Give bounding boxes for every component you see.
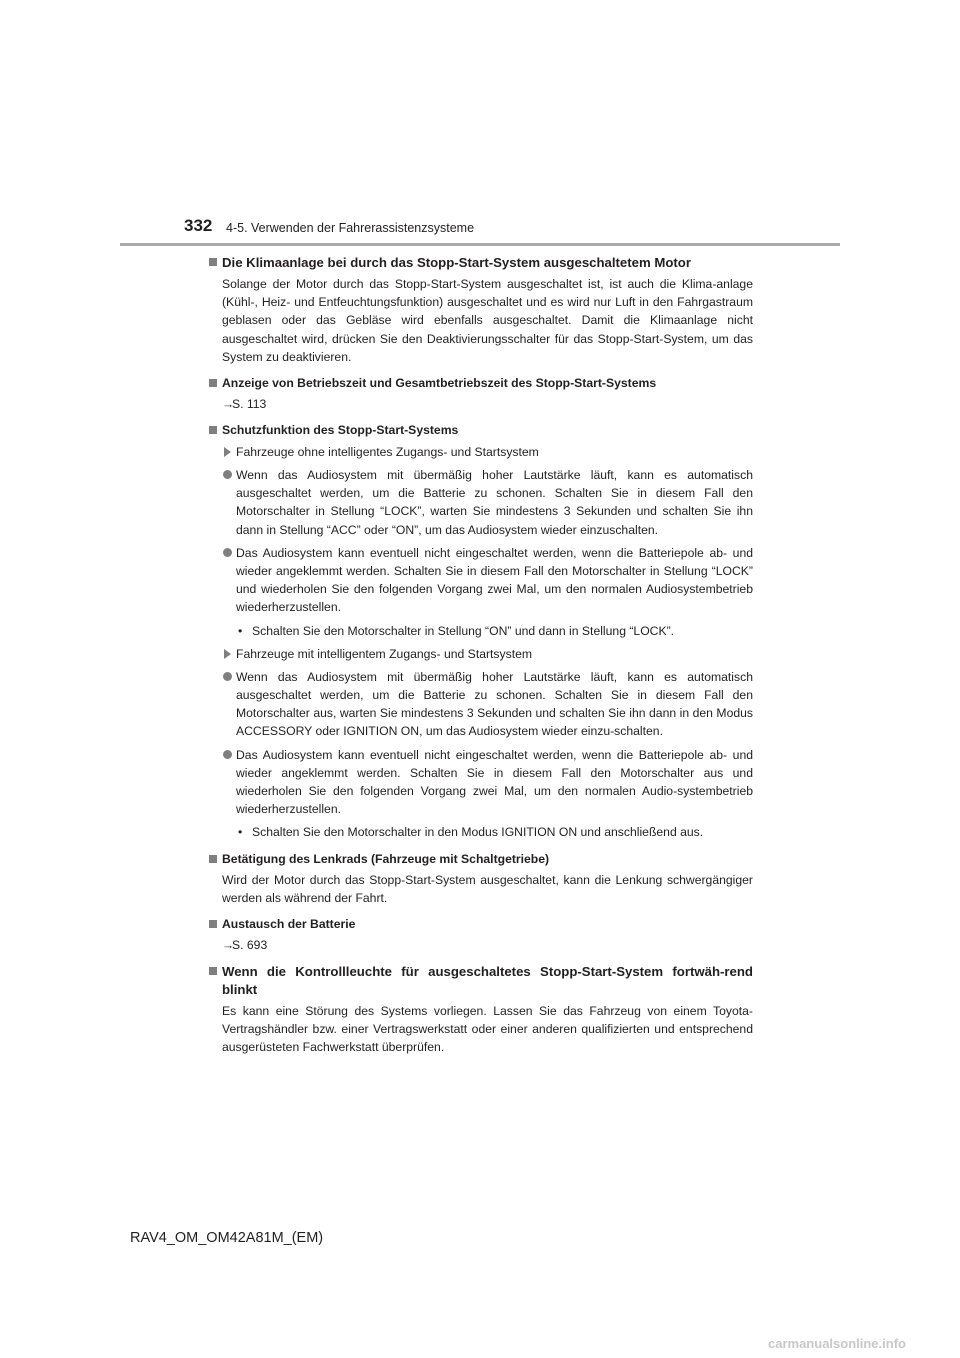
section-text: Solange der Motor durch das Stopp-Start-System ausgeschaltet ist, ist auch die Klima-anlage (Kühl-, Heiz- und Entfeuchtungsfunktion) ausgeschaltet und es wird nur Luft in den Fahrgastraum geblasen oder das Gebläse wird ebenfalls ausgeschaltet. Damit die Klimaanlage nicht ausgeschaltet wird, drücken Sie den Deaktivierungsschalter für das Stopp-Start-System, um das System zu deaktivieren. <box>222 277 753 364</box>
list-item <box>208 466 753 539</box>
step-bullet: • <box>238 825 243 840</box>
section-heading <box>208 422 753 439</box>
round-bullet-icon <box>223 672 232 681</box>
square-bullet-icon <box>209 379 217 387</box>
section-climate <box>208 254 753 366</box>
subheading-without-smart-key <box>208 443 753 461</box>
procedure-step-text: Schalten Sie den Motorschalter in Stellung “ON” und dann in Stellung “LOCK”. <box>252 623 675 638</box>
section-heading <box>208 851 753 868</box>
page-content <box>208 254 753 1066</box>
list-item <box>208 746 753 819</box>
round-bullet-icon <box>223 750 232 759</box>
page-number: 332 <box>184 216 213 235</box>
section-heading-text: Austausch der Batterie <box>222 917 356 932</box>
section-protection <box>208 422 753 842</box>
square-bullet-icon <box>209 920 217 928</box>
watermark: carmanualsonline.info <box>768 1336 906 1351</box>
list-item <box>208 544 753 617</box>
section-battery <box>208 916 753 954</box>
procedure-step-text: Schalten Sie den Motorschalter in den Modus IGNITION ON und anschließend aus. <box>252 825 704 840</box>
page-reference <box>208 936 753 954</box>
list-item <box>208 668 753 741</box>
list-item-text: Wenn das Audiosystem mit übermäßig hoher Lautstärke läuft, kann es automatisch ausgeschaltet werden, um die Batterie zu schonen. Schalten Sie in diesem Fall den Motorschalter in Stellung “LOCK”, warten Sie mindestens 3 Sekunden und schalten Sie ihn dann in Stellung “ACC” oder “ON”, um das Audiosystem wieder einzuschalten. <box>236 468 753 537</box>
section-heading-text: Die Klimaanlage bei durch das Stopp-Start-System ausgeschaltetem Motor <box>222 255 691 270</box>
round-bullet-icon <box>223 548 232 557</box>
subheading-text: Fahrzeuge mit intelligentem Zugangs- und Startsystem <box>236 646 533 661</box>
page-reference-link[interactable]: S. 693 <box>232 938 268 953</box>
section-operating-time <box>208 375 753 413</box>
section-heading <box>208 375 753 392</box>
square-bullet-icon <box>209 258 217 266</box>
section-text: Wird der Motor durch das Stopp-Start-System ausgeschaltet, kann die Lenkung schwergängiger werden als während der Fahrt. <box>222 872 753 905</box>
section-steering <box>208 851 753 907</box>
section-heading <box>208 916 753 933</box>
chapter-title: 4-5. Verwenden der Fahrerassistenzsysteme <box>226 221 475 235</box>
section-heading-text: Wenn die Kontrollleuchte für ausgeschaltetes Stopp-Start-System fortwäh-rend blinkt <box>222 964 753 998</box>
section-heading-text: Betätigung des Lenkrads (Fahrzeuge mit Schaltgetriebe) <box>222 851 550 866</box>
step-bullet: • <box>238 623 243 638</box>
square-bullet-icon <box>209 426 217 434</box>
section-heading <box>208 254 753 272</box>
header-divider <box>120 243 840 246</box>
section-text: Es kann eine Störung des Systems vorliegen. Lassen Sie das Fahrzeug von einem Toyota-Vertragshändler bzw. einer Vertragswerkstatt oder einer anderen qualifizierten und entsprechend ausgerüsteten Fachwerkstatt überprüfen. <box>222 1004 753 1055</box>
section-indicator-blinking <box>208 963 753 1057</box>
list-item-text: Das Audiosystem kann eventuell nicht eingeschaltet werden, wenn die Batteriepole ab- und wieder angeklemmt werden. Schalten Sie in diesem Fall den Motorschalter in Stellung “LOCK” und wiederholen Sie den folgenden Vorgang zwei Mal, um den normalen Audiosystembetrieb wiederherzustellen. <box>236 545 753 615</box>
procedure-step <box>208 622 753 640</box>
triangle-bullet-icon <box>224 447 231 457</box>
square-bullet-icon <box>209 855 217 863</box>
page-reference-link[interactable]: S. 113 <box>232 397 267 412</box>
arrow-right-icon: → <box>222 397 235 412</box>
subheading-text: Fahrzeuge ohne intelligentes Zugangs- und Startsystem <box>236 445 539 460</box>
section-heading <box>208 963 753 999</box>
document-code: RAV4_OM_OM42A81M_(EM) <box>130 1230 324 1246</box>
page-reference <box>208 395 753 413</box>
round-bullet-icon <box>223 470 232 479</box>
subheading-with-smart-key <box>208 645 753 663</box>
list-item-text: Wenn das Audiosystem mit übermäßig hoher Lautstärke läuft, kann es automatisch ausgeschaltet werden, um die Batterie zu schonen. Schalten Sie in diesem Fall den Motorschalter aus, warten Sie mindestens 3 Sekunden und schalten Sie ihn dann in den Modus ACCESSORY oder IGNITION ON, um das Audiosystem wieder einzu-schalten. <box>236 669 753 739</box>
section-heading-text: Schutzfunktion des Stopp-Start-Systems <box>222 423 459 438</box>
triangle-bullet-icon <box>224 649 231 659</box>
list-item-text: Das Audiosystem kann eventuell nicht eingeschaltet werden, wenn die Batteriepole ab- und wieder angeklemmt werden. Schalten Sie in diesem Fall den Motorschalter aus und wiederholen Sie den folgenden Vorgang zwei Mal, um den normalen Audio-systembetrieb wiederherzustellen. <box>236 747 753 817</box>
section-heading-text: Anzeige von Betriebszeit und Gesamtbetriebszeit des Stopp-Start-Systems <box>222 376 657 391</box>
arrow-right-icon: → <box>222 938 235 953</box>
square-bullet-icon <box>209 967 217 975</box>
procedure-step <box>208 823 753 841</box>
